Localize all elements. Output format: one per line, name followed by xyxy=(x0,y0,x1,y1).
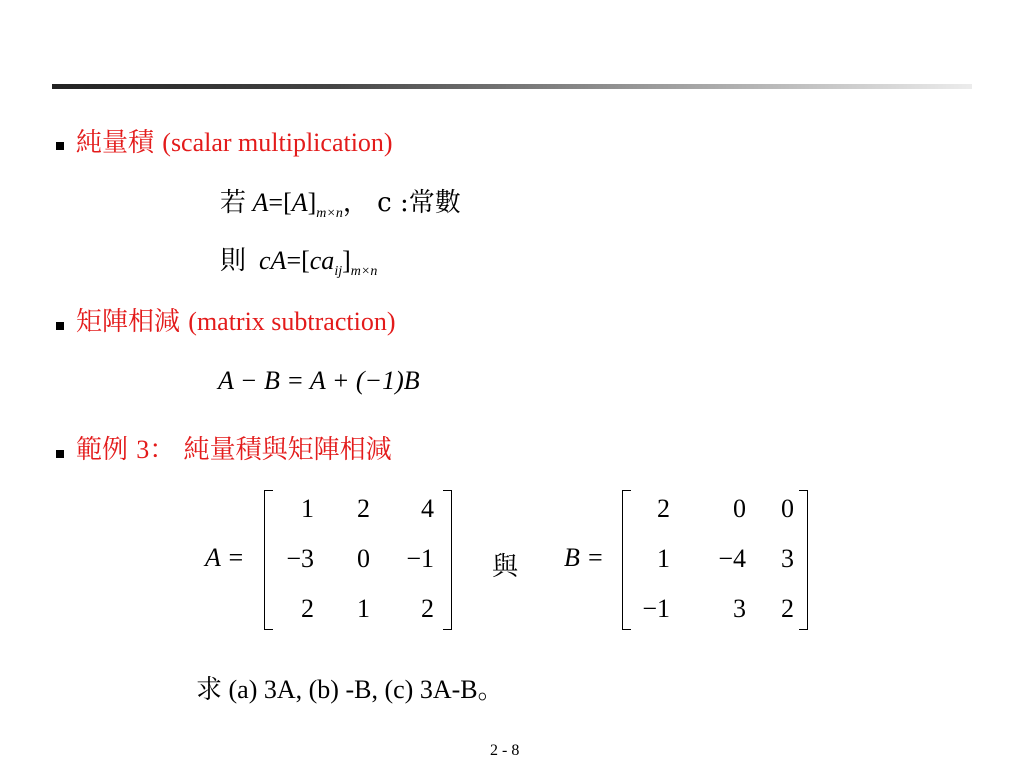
bullet-2 xyxy=(56,322,64,330)
matrix-a-cell: 0 xyxy=(357,544,370,573)
heading-3-latin: 3： xyxy=(136,435,176,464)
if-word: 若 xyxy=(220,188,247,218)
heading-2-latin: (matrix subtraction) xyxy=(188,307,396,336)
question-cjk: 求 xyxy=(196,675,223,705)
matrix-a-cell: 1 xyxy=(301,494,314,523)
matrix-b-right-bracket xyxy=(799,490,808,630)
var-A-inner: A xyxy=(291,188,308,217)
heading-scalar-multiplication xyxy=(76,128,393,158)
matrix-b-label-text: B = xyxy=(564,543,604,572)
matrix-a-cell: −3 xyxy=(286,544,314,573)
and-word: 與 xyxy=(492,552,519,582)
matrix-b-cell: 3 xyxy=(781,544,794,573)
dim-subscript: m×n xyxy=(316,206,343,221)
matrix-b-cell: 0 xyxy=(781,494,794,523)
scalar-result-line xyxy=(220,246,377,287)
var-ca: ca xyxy=(309,246,335,275)
scalar-def-line xyxy=(220,188,461,229)
bullet-3 xyxy=(56,450,64,458)
matrix-a-cell: 2 xyxy=(301,594,314,623)
matrix-b-cell: 0 xyxy=(733,494,746,523)
title-rule xyxy=(52,84,972,89)
matrix-a-cell: 2 xyxy=(357,494,370,523)
matrix-a-cell: −1 xyxy=(406,544,434,573)
heading-2-cjk: 矩陣相減 xyxy=(76,307,181,337)
matrix-a-cell: 1 xyxy=(357,594,370,623)
matrix-a-right-bracket xyxy=(443,490,452,630)
bracket-close: ] xyxy=(307,188,317,217)
matrix-b-label xyxy=(564,543,604,573)
eq-open-2: =[ xyxy=(286,246,310,275)
subtraction-formula xyxy=(218,366,420,396)
question-end: 。 xyxy=(477,675,504,705)
matrix-a-label-text: A = xyxy=(205,543,245,572)
heading-3-cjk2: 純量積與矩陣相減 xyxy=(183,435,392,465)
question-text: (a) 3A, (b) -B, (c) 3A-B xyxy=(228,675,478,704)
matrix-b-cell: 2 xyxy=(657,494,670,523)
then-word: 則 xyxy=(220,246,247,276)
matrix-b-cell: −1 xyxy=(642,594,670,623)
matrix-b-cell: 1 xyxy=(657,544,670,573)
heading-3-cjk: 範例 xyxy=(76,435,129,465)
heading-example-3 xyxy=(76,435,392,465)
var-A: A xyxy=(252,188,269,217)
constant-note: ， c :常數 xyxy=(342,188,461,218)
page-number: 2 - 8 xyxy=(490,742,520,759)
matrix-b-cell: 2 xyxy=(781,594,794,623)
matrix-a-label xyxy=(205,543,244,573)
heading-1-latin: (scalar multiplication) xyxy=(162,128,393,157)
subtraction-formula-text: A − B = A + (−1)B xyxy=(218,366,420,395)
matrix-b-cell: 3 xyxy=(733,594,746,623)
eq-open: =[ xyxy=(268,188,292,217)
ij-subscript: ij xyxy=(334,264,343,279)
bracket-close-2: ] xyxy=(342,246,351,275)
heading-matrix-subtraction xyxy=(76,307,396,337)
matrix-a-cell: 2 xyxy=(421,594,434,623)
question-line xyxy=(196,675,504,705)
dim-subscript-2: m×n xyxy=(350,264,378,279)
matrix-a xyxy=(264,490,452,630)
heading-1-cjk: 純量積 xyxy=(76,128,155,158)
matrix-b-cell: −4 xyxy=(718,544,746,573)
bullet-1 xyxy=(56,142,64,150)
var-cA: cA xyxy=(259,246,287,275)
matrix-a-cell: 4 xyxy=(421,494,434,523)
matrix-b xyxy=(622,490,808,630)
